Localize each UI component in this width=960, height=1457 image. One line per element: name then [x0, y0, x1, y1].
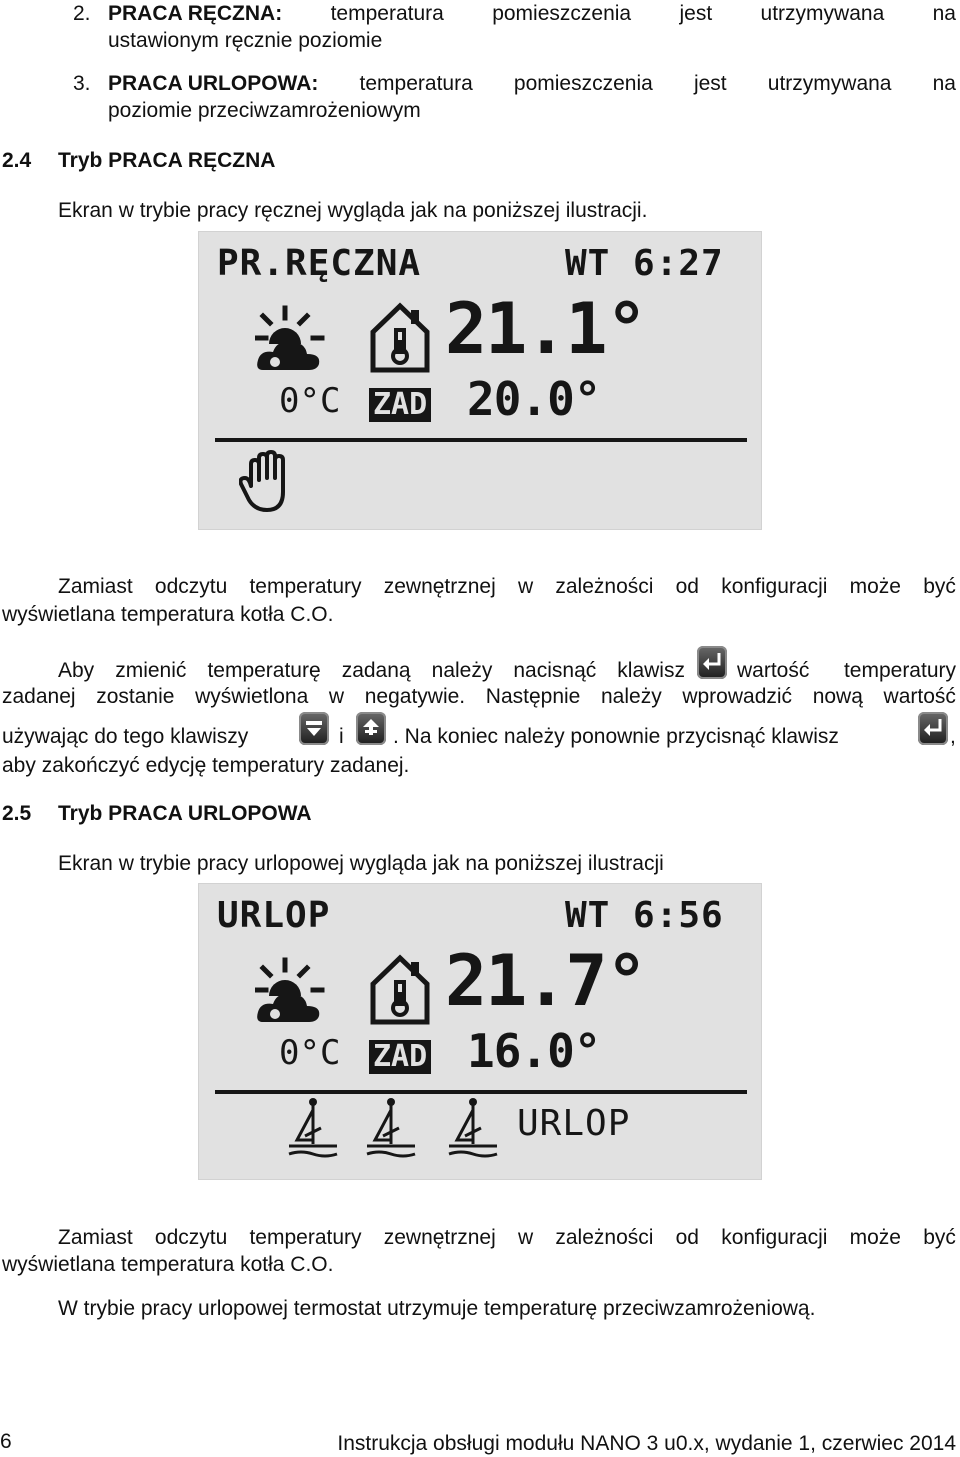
lcd-set-temperature: 20.0°: [467, 372, 601, 426]
word: zadanej: [2, 685, 76, 708]
list-item-2-number: 2.: [73, 2, 91, 25]
lcd-set-temperature: 16.0°: [467, 1024, 601, 1078]
list-item-3-line1: [108, 71, 956, 97]
word: być: [923, 575, 956, 598]
list-item-2-label: PRACA RĘCZNA:: [108, 2, 283, 25]
p2-line3-part3: . Na koniec należy ponownie przycisnąć klawisz: [393, 725, 839, 748]
word: zadaną: [341, 659, 411, 682]
p2-line2: [2, 684, 956, 710]
word: w: [328, 685, 345, 708]
word: utrzymywana: [767, 72, 892, 95]
lcd-clock: WT 6:56: [565, 895, 724, 936]
word: Następnie: [485, 685, 581, 708]
p2-line3-part4: ,: [950, 725, 956, 748]
enter-key-icon-2: [918, 712, 948, 745]
lcd-set-label: ZAD: [369, 1040, 431, 1074]
lcd-room-temperature: 21.7°: [445, 940, 646, 1022]
lcd-clock: WT 6:27: [565, 243, 724, 284]
down-key-icon: [299, 712, 329, 745]
p2-line3-part1: używając do tego klawiszy: [2, 725, 249, 748]
word: konfiguracji: [721, 575, 828, 598]
lcd-room-temperature: 21.1°: [445, 288, 646, 370]
up-key-icon: [356, 712, 386, 745]
word: należy: [431, 659, 493, 682]
word: wartość: [737, 659, 810, 682]
lcd-set-label: ZAD: [369, 388, 431, 422]
section-2-5-note-line1: [58, 1225, 956, 1251]
word: na: [932, 72, 956, 95]
word: wyświetlona: [195, 685, 309, 708]
word: zależności: [555, 575, 654, 598]
word: być: [923, 1226, 956, 1249]
section-2-5-note-line2: wyświetlana temperatura kotła C.O.: [2, 1253, 334, 1276]
word: klawisz: [617, 659, 685, 682]
word: zostanie: [96, 685, 175, 708]
word: na: [932, 2, 956, 25]
section-2-5-note2: W trybie pracy urlopowej termostat utrzymuje temperaturę przeciwzamrożeniową.: [58, 1297, 816, 1320]
section-2-4-note-line1: [58, 574, 956, 600]
word: odczytu: [154, 1226, 228, 1249]
word: w: [517, 575, 534, 598]
section-2-4-number: 2.4: [2, 149, 32, 172]
word: zmienić: [115, 659, 187, 682]
list-item-3-label: PRACA URLOPOWA:: [108, 72, 319, 95]
word: Aby: [58, 659, 95, 682]
p2-line3-part2: i: [339, 725, 344, 748]
word: utrzymywana: [760, 2, 885, 25]
word: może: [849, 575, 901, 598]
word: w: [517, 1226, 534, 1249]
section-2-5-intro: Ekran w trybie pracy urlopowej wygląda jak na poniższej ilustracji: [58, 852, 664, 875]
word: wartość: [883, 685, 956, 708]
list-item-3-number: 3.: [73, 72, 91, 95]
section-2-4-title: Tryb PRACA RĘCZNA: [58, 149, 276, 172]
lcd-screen-manual: [198, 231, 762, 530]
word: może: [849, 1226, 901, 1249]
word: temperatury: [249, 1226, 362, 1249]
word: negatywie.: [364, 685, 466, 708]
lcd-separator: [215, 1090, 747, 1094]
word: Zamiast: [58, 1226, 133, 1249]
lcd-screen-holiday: [198, 883, 762, 1180]
lcd-outside-temperature: 0°C: [279, 381, 341, 421]
word: od: [675, 1226, 699, 1249]
word: od: [675, 575, 699, 598]
word: wprowadzić: [682, 685, 793, 708]
footer-title: Instrukcja obsługi modułu NANO 3 u0.x, wydanie 1, czerwiec 2014: [337, 1432, 956, 1455]
word: zależności: [555, 1226, 654, 1249]
sailboat-icon-2: [363, 1096, 419, 1162]
sun-cloud-icon: [255, 304, 325, 372]
word: konfiguracji: [721, 1226, 828, 1249]
word: zewnętrznej: [383, 575, 496, 598]
lcd-bottom-label: URLOP: [517, 1103, 631, 1144]
list-item-3-continuation: poziomie przeciwzamrożeniowym: [108, 99, 421, 122]
footer-page-number: 6: [0, 1430, 12, 1453]
section-2-4-note-line2: wyświetlana temperatura kotła C.O.: [2, 603, 334, 626]
sun-cloud-icon: [255, 956, 325, 1024]
p2-line4: aby zakończyć edycję temperatury zadanej.: [2, 754, 410, 777]
p2-line1-left: [58, 658, 685, 684]
word: jest: [679, 2, 713, 25]
house-thermometer-icon: [369, 954, 431, 1026]
lcd-outside-temperature: 0°C: [279, 1033, 341, 1073]
sailboat-icon: [285, 1096, 341, 1162]
word: pomieszczenia: [492, 2, 632, 25]
word: Zamiast: [58, 575, 133, 598]
p2-line1-right: [737, 658, 956, 684]
hand-icon: [239, 450, 295, 514]
lcd-mode-label: PR.RĘCZNA: [217, 243, 422, 284]
sailboat-icon-3: [445, 1096, 501, 1162]
word: temperatura: [330, 2, 444, 25]
word: temperaturę: [207, 659, 321, 682]
word: zewnętrznej: [383, 1226, 496, 1249]
list-item-2-continuation: ustawionym ręcznie poziomie: [108, 29, 383, 52]
word: należy: [600, 685, 662, 708]
section-2-5-number: 2.5: [2, 802, 32, 825]
word: odczytu: [154, 575, 228, 598]
word: temperatury: [843, 659, 956, 682]
section-2-5-title: Tryb PRACA URLOPOWA: [58, 802, 312, 825]
word: temperatury: [249, 575, 362, 598]
word: pomieszczenia: [513, 72, 653, 95]
word: jest: [693, 72, 727, 95]
word: nową: [812, 685, 863, 708]
word: temperatura: [359, 72, 473, 95]
house-thermometer-icon: [369, 302, 431, 374]
lcd-mode-label: URLOP: [217, 895, 331, 936]
lcd-separator: [215, 438, 747, 442]
list-item-2-line1: [108, 1, 956, 27]
section-2-4-intro: Ekran w trybie pracy ręcznej wygląda jak na poniższej ilustracji.: [58, 199, 648, 222]
word: nacisnąć: [513, 659, 597, 682]
enter-key-icon: [697, 646, 727, 679]
